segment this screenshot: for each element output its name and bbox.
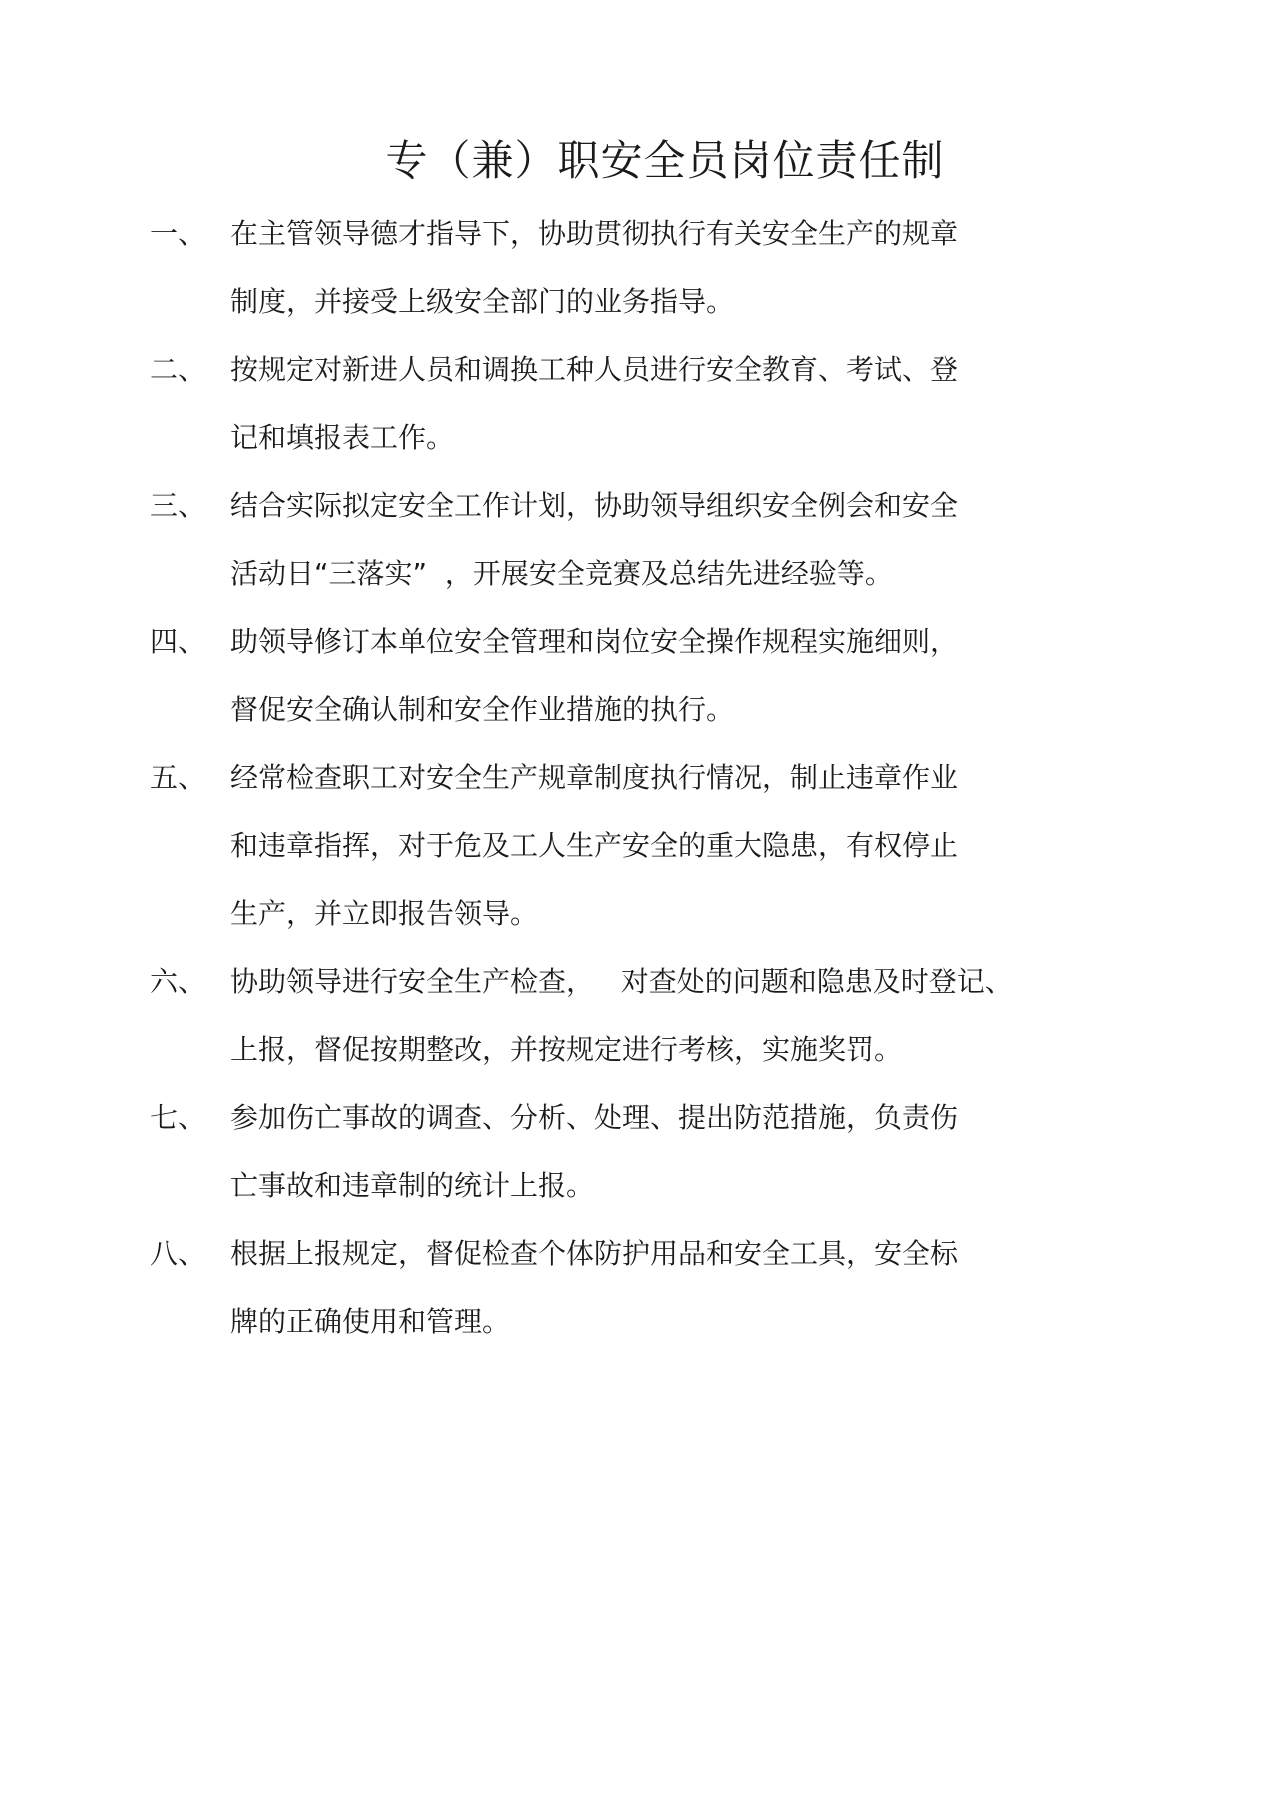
list-item xyxy=(150,200,1260,336)
item-text-line: 经常检查职工对安全生产规章制度执行情况，制止违章作业 xyxy=(230,761,959,794)
item-text-line: 参加伤亡事故的调查、分析、处理、提出防范措施，负责伤 xyxy=(230,1101,959,1134)
list-item xyxy=(150,1084,1260,1220)
list-item xyxy=(150,1220,1260,1356)
item-number: 二、 xyxy=(150,353,207,386)
item-text-line: 制度，并接受上级安全部门的业务指导。 xyxy=(230,285,735,318)
item-text-line: 活动日“三落实” ，开展安全竞赛及总结先进经验等。 xyxy=(230,557,893,590)
item-text-line: 助领导修订本单位安全管理和岗位安全操作规程实施细则， xyxy=(230,625,959,658)
item-text-line: 生产，并立即报告领导。 xyxy=(230,897,539,930)
item-text-line: 按规定对新进人员和调换工种人员进行安全教育、考试、登 xyxy=(230,353,959,386)
item-text-line: 和违章指挥，对于危及工人生产安全的重大隐患，有权停止 xyxy=(230,829,959,862)
responsibility-list xyxy=(150,200,1260,1356)
item-number: 七、 xyxy=(150,1101,207,1134)
item-text-line: 结合实际拟定安全工作计划，协助领导组织安全例会和安全 xyxy=(230,489,959,522)
item-number: 八、 xyxy=(150,1237,207,1270)
item-text-line: 牌的正确使用和管理。 xyxy=(230,1305,511,1338)
list-item xyxy=(150,948,1260,1084)
item-text-line: 督促安全确认制和安全作业措施的执行。 xyxy=(230,693,735,726)
list-item xyxy=(150,336,1260,472)
item-number: 五、 xyxy=(150,761,207,794)
list-item xyxy=(150,472,1260,608)
list-item xyxy=(150,608,1260,744)
item-number: 四、 xyxy=(150,625,207,658)
item-text-line: 记和填报表工作。 xyxy=(230,421,455,454)
list-item xyxy=(150,744,1260,948)
item-number: 一、 xyxy=(150,217,207,250)
item-text-line: 在主管领导德才指导下，协助贯彻执行有关安全生产的规章 xyxy=(230,217,959,250)
item-number: 三、 xyxy=(150,489,207,522)
item-text-line: 亡事故和违章制的统计上报。 xyxy=(230,1169,595,1202)
page-title: 专（兼）职安全员岗位责任制 xyxy=(385,136,945,185)
item-text-line: 根据上报规定，督促检查个体防护用品和安全工具，安全标 xyxy=(230,1237,959,1270)
item-number: 六、 xyxy=(150,965,207,998)
item-text-line: 上报，督促按期整改，并按规定进行考核，实施奖罚。 xyxy=(230,1033,903,1066)
item-text-line: 协助领导进行安全生产检查， 对查处的问题和隐患及时登记、 xyxy=(230,965,1013,998)
